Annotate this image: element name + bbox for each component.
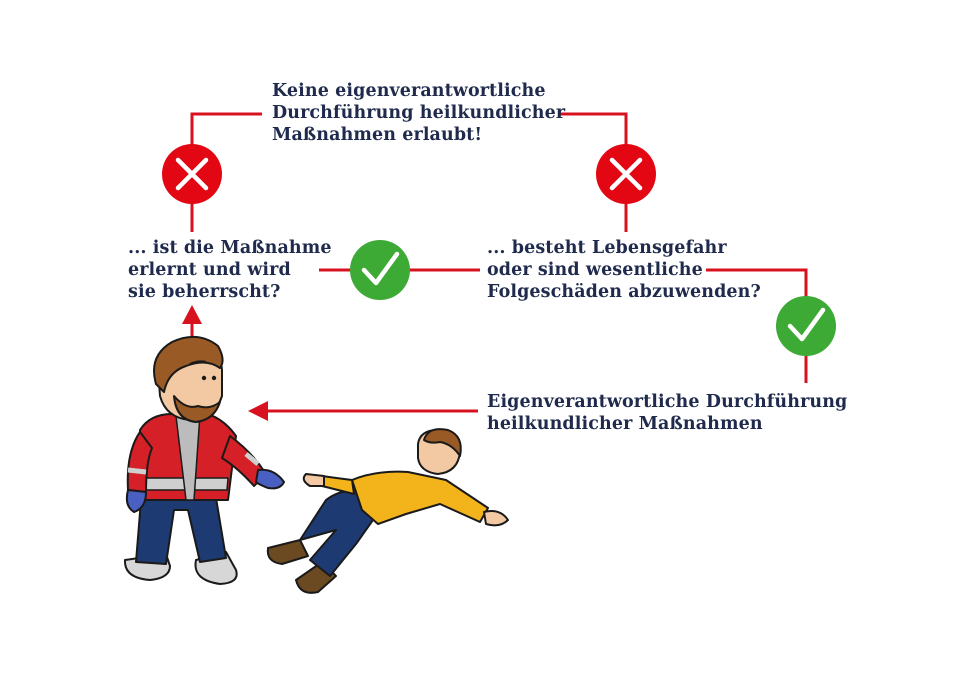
node-no-authority: Keine eigenverantwortliche Durchführung heilkundlicher Maßnahmen erlaubt! [272,81,566,145]
node-own-authority: Eigenverantwortliche Durchführung heilkundlicher Maßnahmen [487,392,848,434]
cross-circle-icon [596,144,656,204]
node-question-danger: ... besteht Lebensgefahr oder sind wesentliche Folgeschäden abzuwenden? [487,238,761,302]
node-question-skill: ... ist die Maßnahme erlernt und wird sie beherrscht? [128,238,332,302]
cross-circle-icon [162,144,222,204]
arrowhead-left [248,401,268,421]
patient-figure [268,429,508,593]
check-circle-icon [776,296,836,356]
arrowhead-up [182,305,202,324]
paramedic-figure [125,337,284,584]
check-circle-icon [350,240,410,300]
